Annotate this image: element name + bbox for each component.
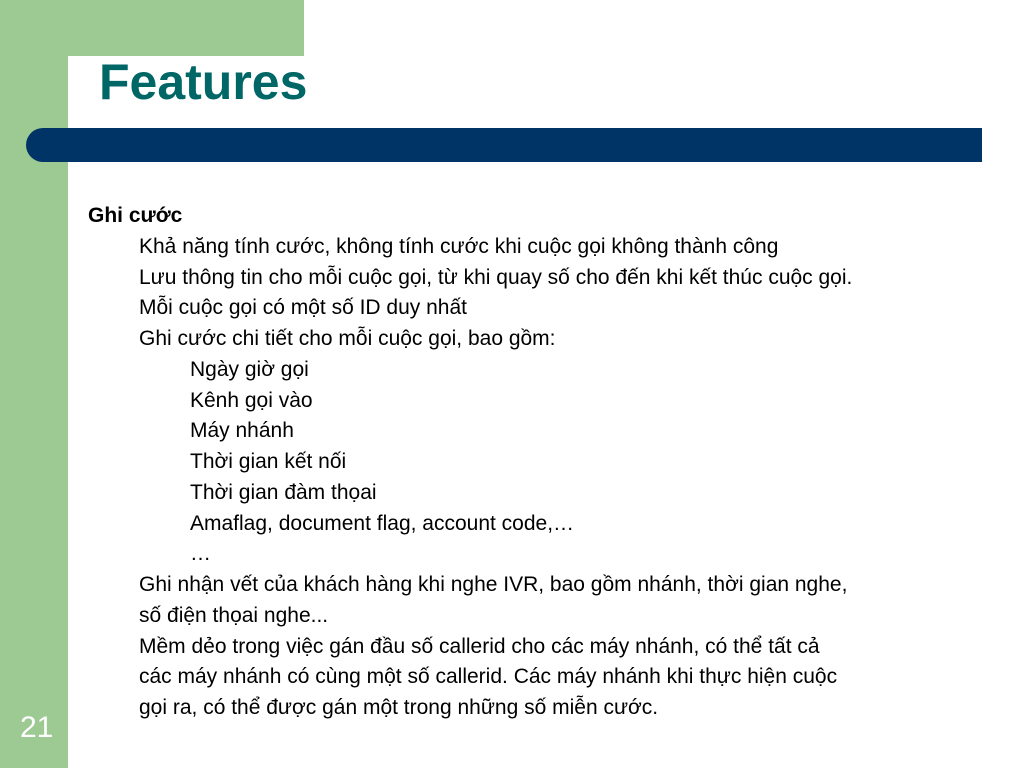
sub-item: Máy nhánh: [190, 419, 294, 442]
green-sidebar: [0, 0, 68, 768]
body-line: gọi ra, có thể được gán một trong những số miễn cước.: [139, 696, 659, 719]
section-heading: Ghi cước: [88, 204, 183, 227]
sub-item: Kênh gọi vào: [190, 389, 313, 412]
slide-title: Features: [99, 54, 308, 110]
sub-item: Ngày giờ gọi: [190, 358, 309, 381]
body-line: Ghi cước chi tiết cho mỗi cuộc gọi, bao gồm:: [139, 327, 556, 350]
body-line: Ghi nhận vết của khách hàng khi nghe IVR, bao gồm nhánh, thời gian nghe,: [139, 573, 848, 596]
body-line: Mỗi cuộc gọi có một số ID duy nhất: [139, 296, 467, 319]
sub-item: Thời gian kết nối: [190, 450, 347, 473]
sub-item: Amaflag, document flag, account code,…: [190, 512, 575, 535]
body-line: Lưu thông tin cho mỗi cuộc gọi, từ khi quay số cho đến khi kết thúc cuộc gọi.: [139, 266, 853, 289]
body-line: Mềm dẻo trong việc gán đầu số callerid cho các máy nhánh, có thể tất cả: [139, 635, 820, 658]
sub-item: …: [190, 542, 211, 565]
body-line: các máy nhánh có cùng một số callerid. Các máy nhánh khi thực hiện cuộc: [139, 665, 838, 688]
sub-item: Thời gian đàm thọai: [190, 481, 377, 504]
body-line: số điện thọai nghe...: [139, 604, 329, 627]
title-underline-bar: [26, 128, 982, 162]
page-number: 21: [20, 711, 54, 744]
green-top-band: [0, 0, 304, 56]
body-line: Khả năng tính cước, không tính cước khi cuộc gọi không thành công: [139, 235, 779, 258]
